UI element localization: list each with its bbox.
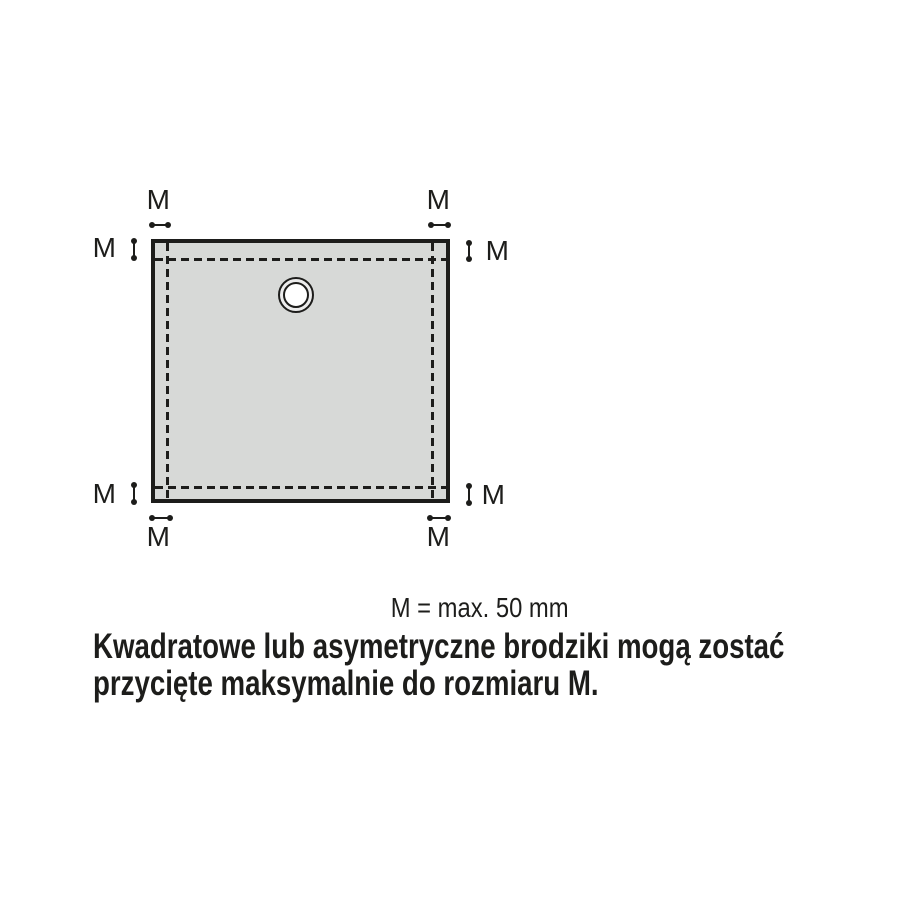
caption <box>93 628 784 702</box>
dimension-marker-left-bottom <box>131 484 137 503</box>
dimension-label-right-bottom: M <box>481 479 505 510</box>
dimension-label-bottom-left: M <box>146 521 170 552</box>
cut-limit-line-right <box>431 243 434 499</box>
caption-line-1: Kwadratowe lub asymetryczne brodziki mogą zostać <box>93 627 785 666</box>
dimension-label-top-left: M <box>146 184 170 215</box>
cut-limit-line-bottom <box>155 486 446 489</box>
drain-icon <box>278 277 314 313</box>
dimension-label-top-right: M <box>426 184 450 215</box>
dimension-marker-left-top <box>131 240 137 259</box>
dimension-label-left-bottom: M <box>92 478 116 509</box>
drain-inner-circle <box>283 282 309 308</box>
dimension-marker-top-left <box>151 222 169 228</box>
legend <box>330 592 630 624</box>
cut-limit-line-left <box>166 243 169 499</box>
legend-text: M = max. 50 mm <box>391 592 569 623</box>
dimension-label-left-top: M <box>92 232 116 263</box>
dimension-label-right-top: M <box>485 235 509 266</box>
dimension-marker-right-top <box>466 242 472 260</box>
dimension-marker-top-right <box>430 222 449 228</box>
cut-limit-line-top <box>155 258 446 261</box>
dimension-marker-right-bottom <box>466 485 472 504</box>
caption-line-2: przycięte maksymalnie do rozmiaru M. <box>93 664 599 703</box>
dimension-label-bottom-right: M <box>426 521 450 552</box>
